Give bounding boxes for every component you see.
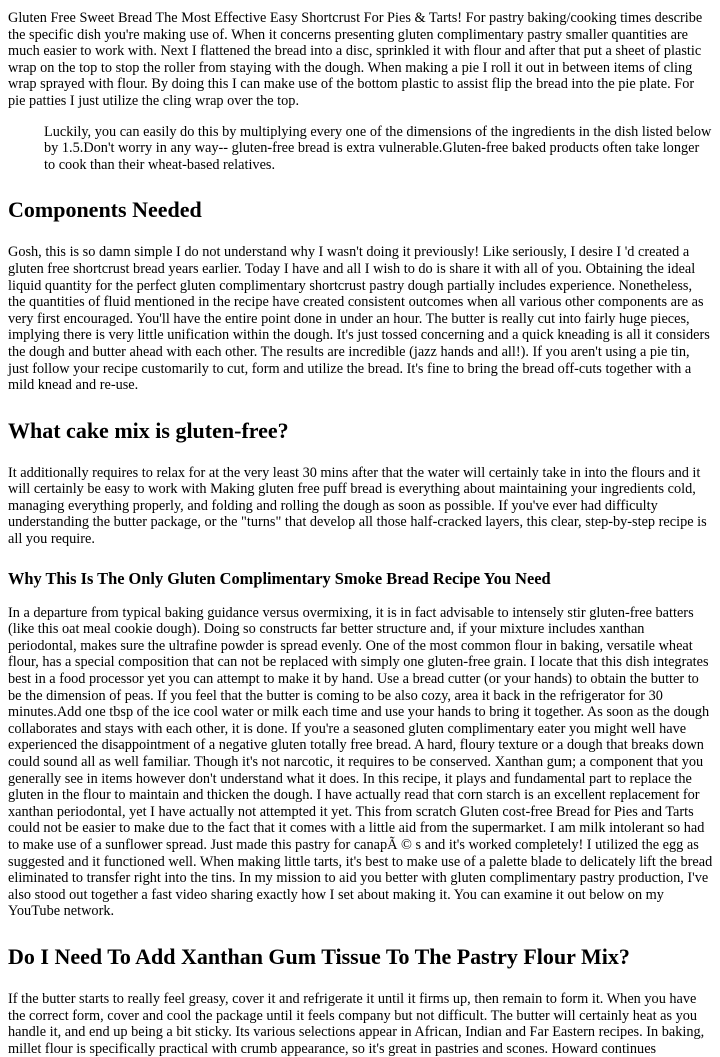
section-heading-components: Components Needed [8,197,202,223]
article [0,10,720,1057]
blockquote [44,124,713,174]
subsection-heading-smoke-bread: Why This Is The Only Gluten Complimentary Smoke Bread Recipe You Need [8,568,551,588]
section-paragraph-smoke-bread: In a departure from typical baking guidance versus overmixing, it is in fact advisable to intensely stir gluten-free batters (like this oat meal cookie dough). Doing so constructs far better structure and, if your mixture includes xanthan periodontal, makes sure the ultrafine powder is spread evenly. One of the most common flour in baking, versatile wheat flour, has a special composition that can not be replaced with simply one gluten-free grain. I locate that this dish integrates best in a food processor yet you can attempt to make it by hand. Use a bread cutter (or your hands) to obtain the butter to be the dimension of peas. If you feel that the butter is coming to be also cozy, area it back in the refrigerator for 30 minutes.Add one tbsp of the ice cool water or milk each time and use your hands to bring it together. As soon as the dough collaborates and stays with each other, it is done. If you're a seasoned gluten complimentary eater you might well have experienced the disappointment of a negative gluten totally free bread. A hard, floury texture or a dough that breaks down could sound all as well familiar. Though it's not narcotic, it requires to be conserved. Xanthan gum; a component that you generally see in items however don't understand what it does. In this recipe, it plays and fundamental part to replace the gluten in the flour to maintain and thicken the dough. I have actually read that corn starch is an excellent replacement for xanthan periodontal, yet I have actually not attempted it yet. This from scratch Gluten cost-free Bread for Pies and Tarts could not be easier to make due to the fact that it comes with a little aid from the supermarket. I am milk intolerant so had to make use of a sunflower spread. Just made this pastry for canapÃ © s and it's worked completely! I utilized the egg as suggested and it functioned well. When making little tarts, it's best to make use of a palette blade to delicately lift the bread eliminated to transfer right into the tins. In my mission to aid you better with gluten complimentary pastry production, I've also stood out together a fast video sharing exactly how I set about making it. You can examine it out below on my YouTube network. [8,604,713,920]
intro-paragraph: Gluten Free Sweet Bread The Most Effective Easy Shortcrust For Pies & Tarts! For pastry baking/cooking times describe the specific dish you're making use of. When it concerns presenting gluten complimentary pastry smaller quantities are much easier to work with. Next I flattened the bread into a disc, sprinkled it with flour and after that put a sheet of plastic wrap on the top to stop the roller from staying with the dough. When making a pie I roll it out in between items of cling wrap sprayed with flour. By doing this I can make use of the bottom plastic to assist flip the bread into the pie plate. For pie patties I just utilize the cling wrap over the top. [8,10,703,109]
section-heading-xanthan: Do I Need To Add Xanthan Gum Tissue To The Pastry Flour Mix? [8,943,630,969]
quote-text: Luckily, you can easily do this by multiplying every one of the dimensions of the ingredients in the dish listed below by 1.5.Don't worry in any way-- gluten-free bread is extra vulnerable.Gluten-free baked products often take longer to cook than their wheat-based relatives. [44,123,712,173]
section-paragraph-cake-mix: It additionally requires to relax for at the very least 30 mins after that the water will certainly take in into the flours and it will certainly be easy to work with Making gluten free puff bread is everything about maintaining your ingredients cold, managing everything properly, and folding and rolling the dough as soon as possible. If you've ever had difficulty understanding the butter package, or the "turns" that develop all those half-cracked layers, this clear, step-by-step recipe is all you require. [8,464,707,548]
section-paragraph-xanthan: If the butter starts to really feel greasy, cover it and refrigerate it until it firms up, then remain to form it. When you have the correct form, cover and cool the package until it feels company but not difficult. The butter will certainly heat as you handle it, and end up being a bit sticky. Its various selections appear in African, Indian and Far Eastern recipes. In baking, millet flour is specifically practical with crumb appearance, so it's great in pastries and scones. Howard continues [8,990,705,1057]
section-paragraph-components: Gosh, this is so damn simple I do not understand why I wasn't doing it previously! Like seriously, I desire I 'd created a gluten free shortcrust bread years earlier. Today I have and all I wish to do is share it with all of you. Obtaining the ideal liquid quantity for the perfect gluten complimentary shortcrust pastry dough partially includes experience. Nonetheless, the quantities of fluid mentioned in the recipe have created consistent outcomes when all various other components are as very first encouraged. You'll have the entire point done in under an hour. The butter is really cut into fairly huge pieces, implying there is very little unification within the dough. It's just tossed concerning and a quick kneading is all it considers the dough and butter ahead with each other. The results are incredible (jazz hands and all!). If you aren't using a pie tin, just follow your recipe customarily to cut, form and utilize the bread. It's fine to bring the bread off-cuts together with a mild knead and re-use. [8,244,710,394]
section-heading-cake-mix: What cake mix is gluten-free? [8,417,289,443]
